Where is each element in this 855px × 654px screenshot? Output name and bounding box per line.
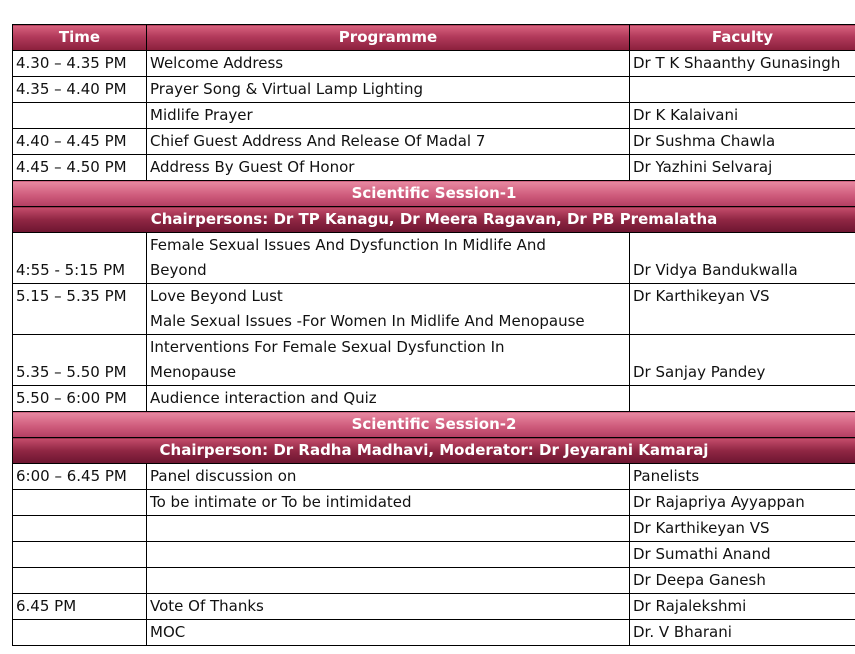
header-faculty: Faculty	[630, 25, 855, 51]
faculty-cell: Dr Sushma Chawla	[630, 129, 855, 155]
table-row	[13, 386, 855, 412]
time-cell: 4.35 – 4.40 PM	[13, 77, 147, 103]
faculty-cell: Dr Deepa Ganesh	[630, 568, 855, 594]
programme-cell: Vote Of Thanks	[147, 594, 630, 620]
table-row	[13, 594, 855, 620]
faculty-cell: Dr Rajapriya Ayyappan	[630, 490, 855, 516]
faculty-cell	[630, 77, 855, 103]
table-row	[13, 542, 855, 568]
programme-cell: Midlife Prayer	[147, 103, 630, 129]
time-cell	[13, 620, 147, 646]
programme-schedule	[12, 24, 855, 646]
table-row	[13, 464, 855, 490]
time-cell	[13, 542, 147, 568]
time-cell: 4.40 – 4.45 PM	[13, 129, 147, 155]
faculty-cell: Dr Yazhini Selvaraj	[630, 155, 855, 181]
faculty-cell: Dr T K Shaanthy Gunasingh	[630, 51, 855, 77]
time-cell	[13, 568, 147, 594]
programme-cell	[147, 516, 630, 542]
table-row	[13, 155, 855, 181]
faculty-cell: Dr Vidya Bandukwalla	[630, 233, 855, 284]
table-row	[13, 77, 855, 103]
faculty-cell: Dr Sumathi Anand	[630, 542, 855, 568]
table-row	[13, 129, 855, 155]
programme-cell: Prayer Song & Virtual Lamp Lighting	[147, 77, 630, 103]
session-2-chairpersons: Chairperson: Dr Radha Madhavi, Moderator: Dr Jeyarani Kamaraj	[13, 438, 855, 464]
time-cell	[13, 516, 147, 542]
time-cell: 4:55 - 5:15 PM	[13, 233, 147, 284]
programme-cell	[147, 542, 630, 568]
table-row	[13, 568, 855, 594]
faculty-cell: Panelists	[630, 464, 855, 490]
programme-cell: To be intimate or To be intimidated	[147, 490, 630, 516]
table-row	[13, 490, 855, 516]
header-time: Time	[13, 25, 147, 51]
table-row	[13, 233, 855, 284]
session-1-title: Scientific Session-1	[13, 181, 855, 207]
time-cell	[13, 103, 147, 129]
session-1-chairs-row	[13, 207, 855, 233]
programme-cell: Chief Guest Address And Release Of Madal 7	[147, 129, 630, 155]
table-row	[13, 620, 855, 646]
faculty-cell: Dr Karthikeyan VS	[630, 284, 855, 335]
time-cell: 6.45 PM	[13, 594, 147, 620]
table-row	[13, 51, 855, 77]
time-cell: 4.45 – 4.50 PM	[13, 155, 147, 181]
time-cell	[13, 490, 147, 516]
faculty-cell: Dr Rajalekshmi	[630, 594, 855, 620]
header-programme: Programme	[147, 25, 630, 51]
session-1-title-row	[13, 181, 855, 207]
faculty-cell: Dr K Kalaivani	[630, 103, 855, 129]
programme-cell	[147, 233, 630, 284]
time-cell: 4.30 – 4.35 PM	[13, 51, 147, 77]
session-2-title: Scientific Session-2	[13, 412, 855, 438]
programme-cell: Address By Guest Of Honor	[147, 155, 630, 181]
programme-cell	[147, 568, 630, 594]
faculty-cell	[630, 386, 855, 412]
schedule-table	[12, 24, 855, 646]
programme-line: Male Sexual Issues -For Women In Midlife And Menopause	[150, 312, 585, 330]
faculty-cell: Dr Karthikeyan VS	[630, 516, 855, 542]
programme-line: Female Sexual Issues And Dysfunction In Midlife And	[150, 236, 546, 254]
programme-cell: Audience interaction and Quiz	[147, 386, 630, 412]
time-cell: 5.35 – 5.50 PM	[13, 335, 147, 386]
programme-cell: Welcome Address	[147, 51, 630, 77]
session-2-chairs-row	[13, 438, 855, 464]
time-cell: 5.50 – 6:00 PM	[13, 386, 147, 412]
session-2-title-row	[13, 412, 855, 438]
table-row	[13, 284, 855, 335]
programme-cell	[147, 284, 630, 335]
programme-cell	[147, 335, 630, 386]
table-row	[13, 103, 855, 129]
table-row	[13, 516, 855, 542]
time-cell: 5.15 – 5.35 PM	[13, 284, 147, 335]
faculty-cell: Dr Sanjay Pandey	[630, 335, 855, 386]
session-1-chairpersons: Chairpersons: Dr TP Kanagu, Dr Meera Ragavan, Dr PB Premalatha	[13, 207, 855, 233]
header-row	[13, 25, 855, 51]
programme-line: Love Beyond Lust	[150, 287, 283, 305]
time-cell: 6:00 – 6.45 PM	[13, 464, 147, 490]
programme-cell: Panel discussion on	[147, 464, 630, 490]
programme-cell: MOC	[147, 620, 630, 646]
programme-line: Interventions For Female Sexual Dysfunction In	[150, 338, 505, 356]
programme-line: Menopause	[150, 363, 237, 381]
table-row	[13, 335, 855, 386]
faculty-cell: Dr. V Bharani	[630, 620, 855, 646]
programme-line: Beyond	[150, 261, 207, 279]
